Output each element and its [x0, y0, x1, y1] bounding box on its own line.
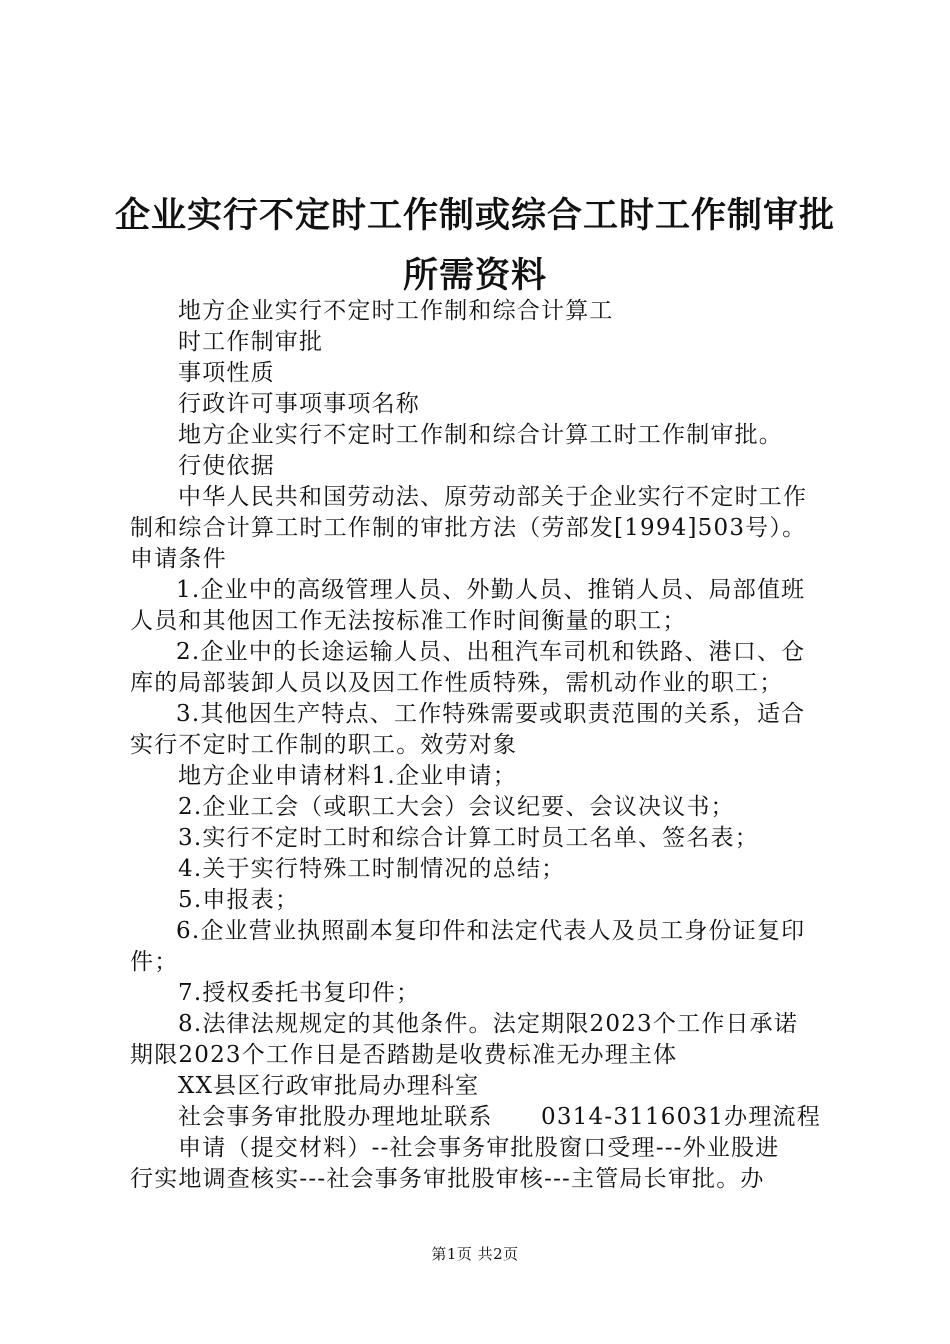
body-line: 8.法律法规规定的其他条件。法定期限2023个工作日承诺: [178, 1011, 799, 1037]
body-line: 5.申报表；: [178, 887, 300, 913]
body-line: 地方企业实行不定时工作制和综合计算工: [178, 298, 614, 324]
body-line: 期限2023个工作日是否踏勘是收费标准无办理主体: [130, 1042, 678, 1068]
body-line: 行使依据: [178, 453, 275, 479]
body-line: 库的局部装卸人员以及因工作性质特殊，需机动作业的职工；: [130, 670, 784, 696]
body-line: 实行不定时工作制的职工。效劳对象: [130, 732, 518, 758]
body-line: 6.企业营业执照副本复印件和法定代表人及员工身份证复印: [176, 918, 806, 944]
document-title-line-1: 企业实行不定时工作制或综合工时工作制审批: [114, 196, 835, 236]
body-line: 4.关于实行特殊工时制情况的总结；: [178, 856, 566, 882]
body-line: 事项性质: [178, 360, 275, 386]
body-line: 7.授权委托书复印件；: [178, 980, 421, 1006]
body-line: 人员和其他因工作无法按标准工作时间衡量的职工；: [130, 608, 687, 634]
body-line: 中华人民共和国劳动法、原劳动部关于企业实行不定时工作: [178, 484, 808, 510]
document-body: [130, 296, 835, 1195]
body-line: 件；: [130, 949, 179, 975]
page-number-footer: 第1页 共2页: [431, 1245, 519, 1263]
document-title-line-2: 所需资料: [402, 256, 547, 296]
body-line: 时工作制审批: [178, 329, 324, 355]
body-line: 1.企业中的高级管理人员、外勤人员、推销人员、局部值班: [176, 577, 806, 603]
body-line: 行政许可事项事项名称: [178, 391, 420, 417]
body-line: 2.企业中的长途运输人员、出租汽车司机和铁路、港口、仓: [176, 639, 806, 665]
body-line: 制和综合计算工时工作制的审批方法（劳部发[1994]503号）。: [130, 515, 807, 541]
body-line: XX县区行政审批局办理科室: [178, 1073, 480, 1099]
body-line: 申请（提交材料）--社会事务审批股窗口受理---外业股进: [178, 1135, 780, 1161]
body-line: 地方企业申请材料1.企业申请；: [178, 763, 517, 789]
body-line: 申请条件: [130, 546, 227, 572]
body-line: 3.其他因生产特点、工作特殊需要或职责范围的关系，适合: [176, 701, 806, 727]
body-line: 3.实行不定时工时和综合计算工时员工名单、签名表；: [178, 825, 759, 851]
body-line: 2.企业工会（或职工大会）会议纪要、会议决议书；: [178, 794, 735, 820]
body-line: 地方企业实行不定时工作制和综合计算工时工作制审批。: [178, 422, 783, 448]
body-line: 行实地调查核实---社会事务审批股审核---主管局长审批。办: [130, 1166, 765, 1192]
body-line: 社会事务审批股办理地址联系 0314-3116031办理流程: [178, 1104, 821, 1130]
